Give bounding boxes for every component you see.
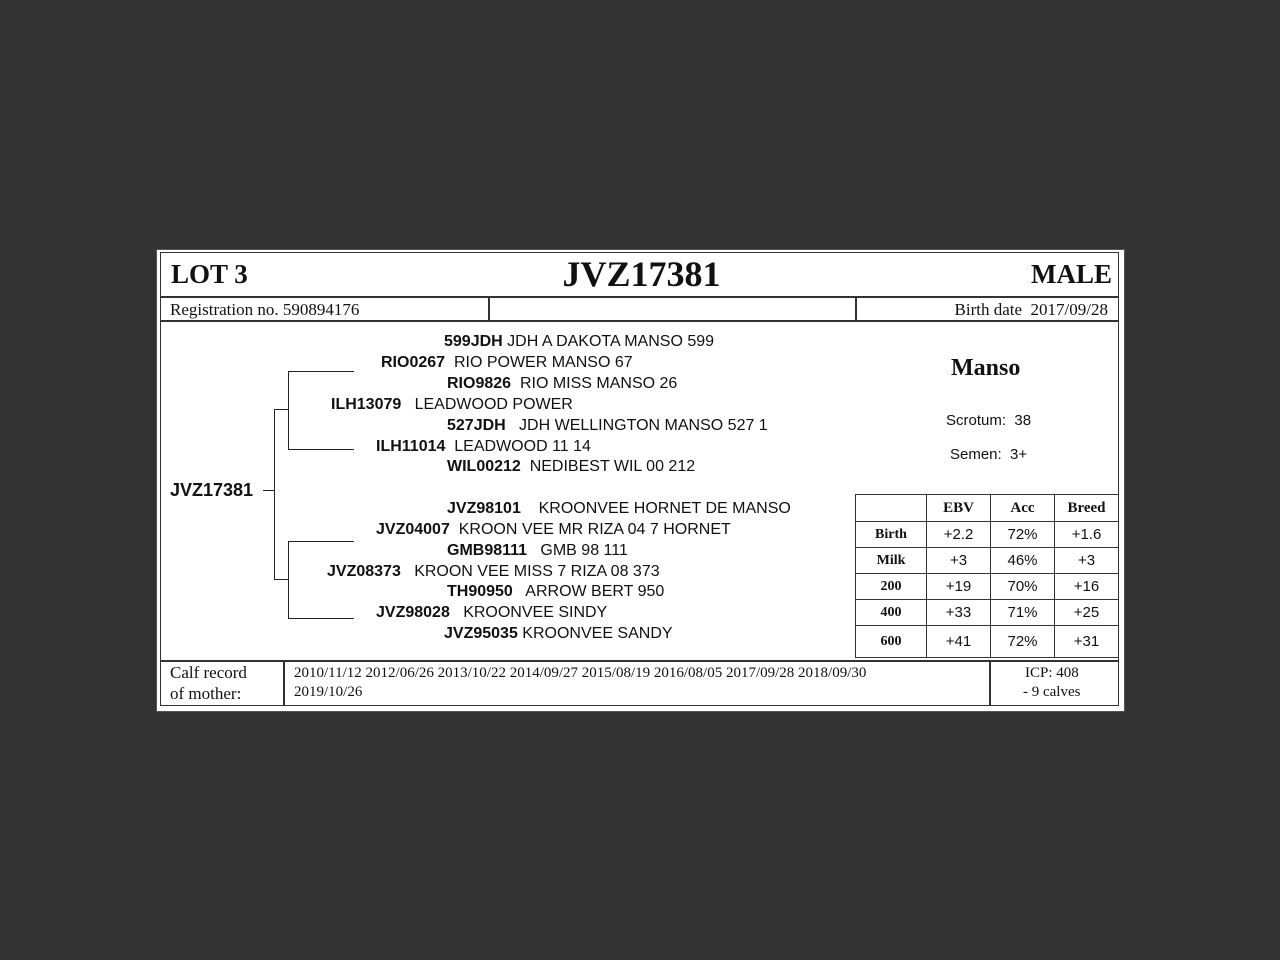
pedigree-dam [327,563,660,581]
ebv-table [855,494,1119,658]
ebv-row-label: 200 [856,574,927,600]
ebv-value: +2.2 [927,522,991,548]
ebv-accuracy: 70% [991,574,1055,600]
pedigree-name: RIO POWER MANSO 67 [453,354,633,371]
breed-line: Manso [951,355,1021,381]
pedigree-name: LEADWOOD POWER [414,396,573,413]
animal-sex: MALE [1031,259,1112,289]
pedigree-dam-dam-dam [444,625,673,643]
pedigree-name: JDH WELLINGTON MANSO 527 1 [519,417,768,434]
ebv-accuracy: 46% [991,548,1055,574]
ebv-row-600 [856,626,1119,658]
pedigree-code: JVZ98028 [376,604,450,621]
ebv-breed: +31 [1055,626,1119,658]
dam-dam-connector [288,618,354,619]
registration-label-text: Registration no. [170,300,279,319]
calf-dates-line2: 2019/10/26 [294,684,363,700]
pedigree-code: JVZ08373 [327,563,401,580]
pedigree-name: KROONVEE SINDY [463,604,608,621]
semen-label: Semen: [950,446,1002,463]
pedigree-name: KROONVEE SANDY [522,625,673,642]
scrotum [946,412,1031,429]
pedigree-code: ILH11014 [376,438,446,455]
pedigree-sire-sire-sire [444,333,714,351]
pedigree-code: GMB98111 [447,542,528,559]
dam-sire-connector [288,541,354,542]
sire-connector [274,409,288,410]
pedigree-name: KROON VEE MR RIZA 04 7 HORNET [458,521,731,538]
calf-record-label-line1: Calf record [170,663,247,682]
birth-date [955,300,1108,320]
pedigree-sire-dam [376,438,591,456]
dam-connector [274,579,288,580]
gen1-vertical [274,409,275,580]
ebv-value: +33 [927,600,991,626]
pedigree-dam-dam [376,604,607,622]
semen-value: 3+ [1010,446,1028,463]
calf-record-label-line2: of mother: [170,684,242,703]
calf-dates-line1: 2010/11/12 2012/06/26 2013/10/22 2014/09/27 2015/08/19 2016/08/05 2017/09/28 2018/09/30 [294,665,867,681]
pedigree-dam-dam-sire [447,583,664,601]
pedigree-sire-dam-dam [447,458,695,476]
pedigree-name: ARROW BERT 950 [525,583,665,600]
pedigree-name: NEDIBEST WIL 00 212 [529,458,696,475]
animal-tag: JVZ17381 [562,254,721,294]
ebv-row-200 [856,574,1119,600]
pedigree-code: 599JDH [444,333,503,350]
pedigree-sire [331,396,573,414]
ebv-header-ebv: EBV [927,495,991,522]
pedigree-name: JDH A DAKOTA MANSO 599 [507,333,715,350]
pedigree-code: JVZ04007 [376,521,450,538]
birth-date-label: Birth date [954,300,1023,319]
pedigree-code: TH90950 [447,583,513,600]
pedigree-name: GMB 98 111 [540,542,628,559]
pedigree-name: LEADWOOD 11 14 [454,438,591,455]
ebv-breed: +16 [1055,574,1119,600]
ebv-row-400 [856,600,1119,626]
sire-sire-connector [288,371,354,372]
pedigree-dam-sire-dam [447,542,628,560]
ebv-row-label: 600 [856,626,927,658]
lot-card [156,249,1125,712]
ebv-accuracy: 72% [991,626,1055,658]
pedigree-name: KROONVEE HORNET DE MANSO [538,500,791,517]
ebv-value: +19 [927,574,991,600]
ebv-row-birth [856,522,1119,548]
ebv-header-row [856,495,1119,522]
ebv-accuracy: 72% [991,522,1055,548]
ebv-breed: +3 [1055,548,1119,574]
pedigree-code: JVZ95035 [444,625,518,642]
semen [950,446,1027,463]
icp-value: ICP: 408 [1025,665,1079,681]
ebv-header-breed: Breed [1055,495,1119,522]
ebv-breed: +1.6 [1055,522,1119,548]
sire-dam-connector [288,449,354,450]
pedigree-sire-sire-dam [447,375,677,393]
ebv-breed: +25 [1055,600,1119,626]
ebv-row-milk [856,548,1119,574]
ebv-header-acc: Acc [991,495,1055,522]
calves-count: - 9 calves [1023,684,1081,700]
scrotum-label: Scrotum: [946,412,1007,429]
pedigree-sire-dam-sire [447,417,768,435]
sire-side-vertical [288,371,289,450]
ebv-accuracy: 71% [991,600,1055,626]
animal-id: JVZ17381 [170,480,254,500]
pedigree-code: ILH13079 [331,396,402,413]
ebv-row-label: Birth [856,522,927,548]
dam-side-vertical [288,541,289,619]
pedigree-code: JVZ98101 [447,500,521,517]
pedigree-code: RIO0267 [381,354,446,371]
registration-number: 590894176 [282,300,360,319]
ebv-row-label: 400 [856,600,927,626]
pedigree-dam-sire-sire [447,500,791,518]
scrotum-value: 38 [1014,412,1032,429]
lot-number: LOT 3 [171,259,248,289]
pedigree-dam-sire [376,521,731,539]
ebv-header-blank [856,495,927,522]
pedigree-name: RIO MISS MANSO 26 [519,375,678,392]
pedigree-name: KROON VEE MISS 7 RIZA 08 373 [414,563,660,580]
ebv-value: +41 [927,626,991,658]
pedigree-code: RIO9826 [447,375,512,392]
ebv-value: +3 [927,548,991,574]
pedigree-sire-sire [381,354,633,372]
ebv-row-label: Milk [856,548,927,574]
birth-date-value: 2017/09/28 [1030,300,1108,319]
registration-label [170,300,359,320]
pedigree-code: 527JDH [447,417,506,434]
blank-box [489,297,856,321]
pedigree-code: WIL00212 [447,458,521,475]
